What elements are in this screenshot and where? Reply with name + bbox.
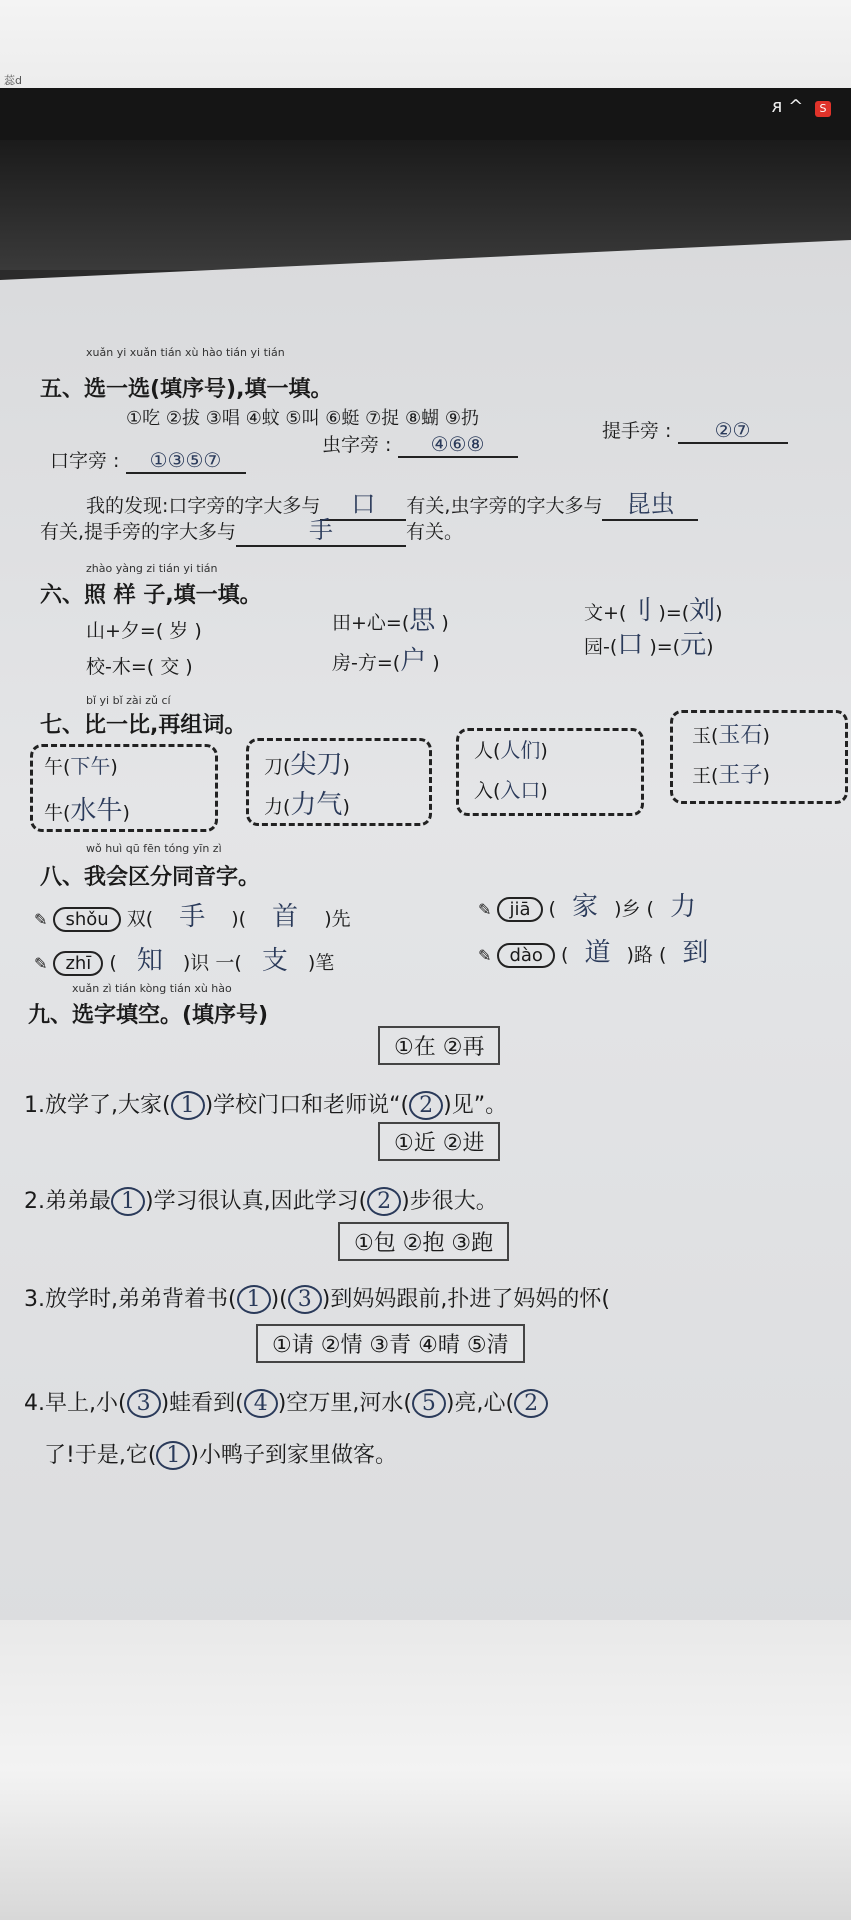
b1-line1: 午(下午) bbox=[44, 754, 118, 778]
sec5-pinyin: xuǎn yi xuǎn tián xù hào tián yi tián bbox=[86, 346, 285, 359]
b3-answer1: 人们 bbox=[500, 738, 541, 762]
sec8-row2-left: ✎ zhī ( 知 )识 一( 支 )笔 bbox=[34, 946, 335, 976]
monitor-screen bbox=[0, 0, 851, 140]
q3-answer1: 1 bbox=[237, 1285, 271, 1314]
p4-answer1: 道 bbox=[584, 938, 611, 968]
find3-answer: 手 bbox=[236, 510, 406, 547]
q1: 1.放学了,大家( 1 )学校门口和老师说“( 2 )见”。 bbox=[24, 1093, 508, 1118]
r1b-answer: 思 bbox=[409, 606, 436, 636]
q4: 4.早上,小( 3 )蛙看到( 4 )空万里,河水( 5 )亮,心( 2 bbox=[24, 1386, 548, 1418]
b2-line1: 刀(尖刀) bbox=[264, 750, 350, 780]
kou-answer: ①③⑤⑦ bbox=[126, 448, 246, 474]
q2-answer2: 2 bbox=[367, 1187, 401, 1216]
q4-answer1: 3 bbox=[127, 1389, 161, 1418]
q2: 2.弟弟最 1 )学习很认真,因此学习( 2 )步很大。 bbox=[24, 1189, 498, 1214]
p3-answer2: 支 bbox=[261, 946, 288, 976]
q2-answer1: 1 bbox=[111, 1187, 145, 1216]
r2b-answer: 户 bbox=[400, 646, 427, 676]
sec9-pinyin: xuǎn zì tián kòng tián xù hào bbox=[72, 982, 232, 995]
q4-answer2: 4 bbox=[244, 1389, 278, 1418]
q4-answer3: 5 bbox=[412, 1389, 446, 1418]
sec6-pinyin: zhào yàng zi tián yi tián bbox=[86, 562, 218, 575]
sec6-r1c: 文+(刂 )=(刘) bbox=[584, 596, 723, 626]
chong-label: 虫字旁 : bbox=[322, 434, 392, 456]
sec5-title: 五、选一选(填序号),填一填。 bbox=[40, 377, 333, 402]
ti-row bbox=[602, 416, 788, 444]
r2c-answer2: 元 bbox=[680, 630, 707, 660]
kou-label: 口字旁 : bbox=[50, 450, 120, 472]
b1-answer1: 下午 bbox=[70, 754, 111, 778]
sec6-title: 六、照 样 子,填一填。 bbox=[40, 583, 262, 608]
chong-answer: ④⑥⑧ bbox=[398, 432, 518, 458]
find2-answer: 昆虫 bbox=[602, 484, 698, 521]
p3-answer1: 知 bbox=[136, 946, 163, 976]
sec5-options: ①吃 ②拔 ③唱 ④蚊 ⑤叫 ⑥蜓 ⑦捉 ⑧蝴 ⑨扔 bbox=[126, 408, 480, 429]
fabric-background bbox=[0, 1620, 851, 1920]
sec9-title: 九、选字填空。(填序号) bbox=[28, 1003, 269, 1028]
sec7-pinyin: bǐ yi bǐ zài zǔ cí bbox=[86, 694, 171, 707]
pinyin-bubble-shou: shǒu bbox=[53, 907, 120, 932]
p1-answer2: 首 bbox=[272, 902, 299, 932]
b3-line2: 入(入口) bbox=[474, 778, 548, 802]
antivirus-icon: S bbox=[815, 101, 831, 117]
r2c-answer1: 口 bbox=[617, 630, 644, 660]
b4-answer1: 玉石 bbox=[718, 723, 763, 748]
sec6-r2b: 房-方=(户 ) bbox=[332, 646, 440, 676]
pinyin-bubble-jia: jiā bbox=[497, 897, 542, 922]
b1-answer2: 水牛 bbox=[70, 796, 123, 826]
sec6-r2a: 校-木=( 交 ) bbox=[86, 656, 193, 678]
sec8-title: 八、我会区分同音字。 bbox=[40, 865, 261, 890]
taskbar bbox=[0, 88, 851, 140]
sec7-title: 七、比一比,再组词。 bbox=[40, 713, 247, 738]
chong-row bbox=[322, 430, 518, 458]
p2-answer2: 力 bbox=[670, 892, 697, 922]
sec8-pinyin: wǒ huì qū fēn tóng yīn zì bbox=[86, 842, 222, 855]
kou-row bbox=[50, 446, 246, 474]
options-box-4: ①请 ②情 ③青 ④晴 ⑤清 bbox=[256, 1324, 525, 1363]
bird-icon: ✎ bbox=[478, 946, 492, 965]
sec6-r2c: 园-(口 )=(元) bbox=[584, 630, 714, 660]
ti-answer: ②⑦ bbox=[678, 418, 788, 444]
r1c-answer2: 刘 bbox=[689, 596, 716, 626]
ti-label: 提手旁 : bbox=[602, 420, 672, 442]
options-box-1: ①在 ②再 bbox=[378, 1026, 500, 1065]
b4-line1: 玉(玉石) bbox=[692, 723, 770, 748]
p1-answer1: 手 bbox=[179, 902, 206, 932]
bird-icon: ✎ bbox=[34, 954, 48, 973]
q4-answer4: 2 bbox=[514, 1389, 548, 1418]
b4-answer2: 王子 bbox=[718, 763, 763, 788]
b2-line2: 力(力气) bbox=[264, 790, 350, 820]
sec8-row2-right: ✎ dào ( 道 )路 ( 到 bbox=[478, 938, 709, 968]
q3: 3.放学时,弟弟背着书( 1 )( 3 )到妈妈跟前,扑进了妈妈的怀( bbox=[24, 1287, 610, 1312]
sec8-row1-right: ✎ jiā ( 家 )乡 ( 力 bbox=[478, 892, 697, 922]
p4-answer2: 到 bbox=[682, 938, 709, 968]
sec6-r1a: 山+夕=( 岁 ) bbox=[86, 620, 202, 642]
b2-answer1: 尖刀 bbox=[290, 750, 343, 780]
sec8-row1-left: ✎ shǒu 双( 手 )( 首 )先 bbox=[34, 902, 351, 932]
b1-line2: 牛(水牛) bbox=[44, 796, 130, 826]
find-row-1: 我的发现:口字旁的字大多与 口 有关,虫字旁的字大多与 昆虫 bbox=[86, 484, 698, 521]
bird-icon: ✎ bbox=[34, 910, 48, 929]
find-row-2: 有关,提手旁的字大多与 手 有关。 bbox=[40, 510, 463, 547]
pinyin-bubble-zhi: zhī bbox=[53, 951, 103, 976]
p2-answer1: 家 bbox=[572, 892, 599, 922]
find1-answer: 口 bbox=[320, 484, 406, 521]
screen-text: 蕊d bbox=[4, 74, 22, 87]
b3-answer2: 入口 bbox=[500, 778, 541, 802]
b2-answer2: 力气 bbox=[290, 790, 343, 820]
q4-cont: 了!于是,它( 1 )小鸭子到家里做客。 bbox=[44, 1443, 397, 1468]
options-box-3: ①包 ②抱 ③跑 bbox=[338, 1222, 509, 1261]
q1-answer1: 1 bbox=[171, 1091, 205, 1120]
b4-line2: 王(王子) bbox=[692, 763, 770, 788]
sec6-r1b: 田+心=(思 ) bbox=[332, 606, 449, 636]
r1c-answer1: 刂 bbox=[626, 596, 653, 626]
tray-icons: ᴙ ^ S bbox=[772, 96, 831, 117]
q1-answer2: 2 bbox=[409, 1091, 443, 1120]
b3-line1: 人(人们) bbox=[474, 738, 548, 762]
options-box-2: ①近 ②进 bbox=[378, 1122, 500, 1161]
q3-answer2: 3 bbox=[288, 1285, 322, 1314]
pinyin-bubble-dao: dào bbox=[497, 943, 554, 968]
q5-answer1: 1 bbox=[156, 1441, 190, 1470]
bird-icon: ✎ bbox=[478, 900, 492, 919]
